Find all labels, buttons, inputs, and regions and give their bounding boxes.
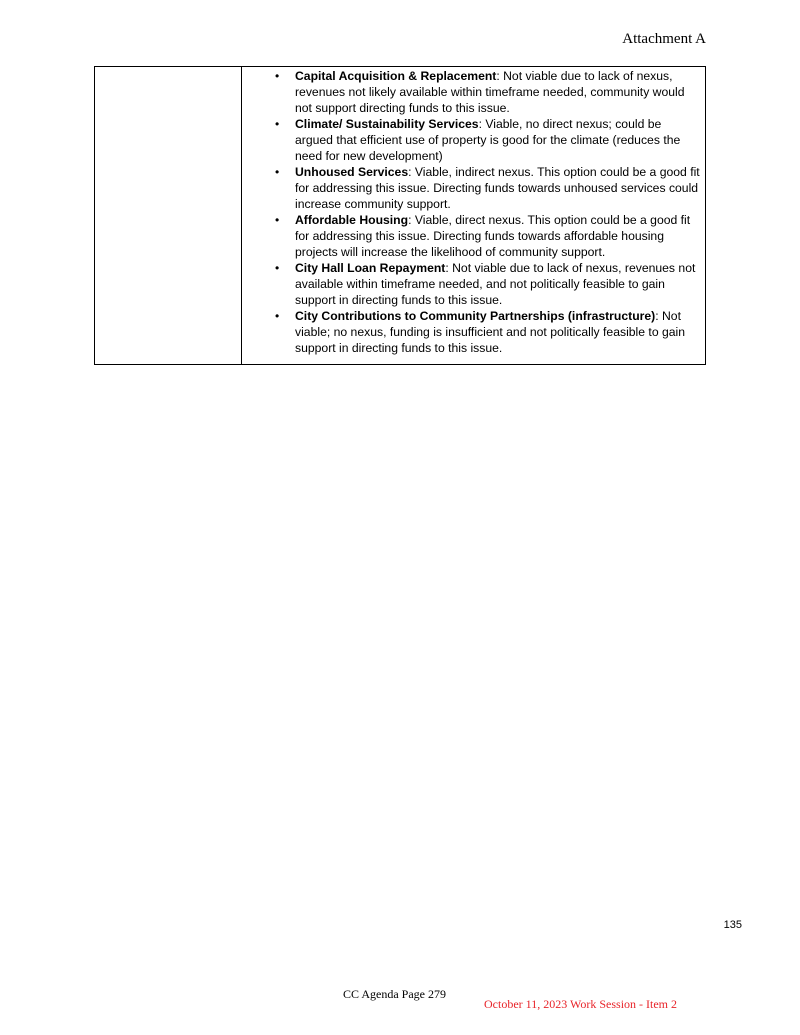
item-text: : Viable, no direct nexus; could be argued that efficient use of property is good for the climate (reduces the need for new development): [295, 117, 681, 163]
bullet-icon: •: [275, 213, 280, 227]
attachment-label: Attachment A: [622, 31, 706, 47]
item-text: : Not viable due to lack of nexus, revenues not likely available within timeframe needed, community would not support directing funds to this issue.: [295, 69, 685, 115]
item-text: : Viable, indirect nexus. This option could be a good fit for addressing this issue. Directing funds towards unhoused services could increase community support.: [295, 165, 700, 211]
bullet-icon: •: [275, 165, 280, 179]
bullet-icon: •: [275, 261, 280, 275]
page-number: 135: [723, 919, 742, 931]
item-title: City Contributions to Community Partnerships (infrastructure): [295, 309, 656, 323]
table-cell-right: [242, 67, 706, 365]
work-session-label: October 11, 2023 Work Session - Item 2: [484, 997, 678, 1011]
agenda-page-label: CC Agenda Page 279: [343, 987, 446, 1001]
options-list: [242, 68, 701, 356]
table-row: [95, 67, 706, 365]
list-item-community-partnerships: [242, 308, 701, 356]
item-title: Unhoused Services: [295, 165, 409, 179]
item-text: : Not viable; no nexus, funding is insufficient and not politically feasible to gain support in directing funds to this issue.: [295, 309, 686, 355]
list-item-unhoused-services: [242, 164, 701, 212]
options-table: [94, 66, 706, 365]
bullet-icon: •: [275, 309, 280, 323]
item-title: Affordable Housing: [295, 213, 409, 227]
list-item-city-hall-loan: [242, 260, 701, 308]
table-cell-left: [95, 67, 242, 365]
item-title: City Hall Loan Repayment: [295, 261, 446, 275]
item-text: : Not viable due to lack of nexus, revenues not available within timeframe needed, and not politically feasible to gain support in directing funds to this issue.: [295, 261, 696, 307]
list-item-climate-sustainability: [242, 116, 701, 164]
item-title: Climate/ Sustainability Services: [295, 117, 479, 131]
item-title: Capital Acquisition & Replacement: [295, 69, 497, 83]
item-text: : Viable, direct nexus. This option could be a good fit for addressing this issue. Directing funds towards affordable housing projects will increase the likelihood of community support.: [295, 213, 691, 259]
bullet-icon: •: [275, 117, 280, 131]
list-item-capital-acquisition: [242, 68, 701, 116]
list-item-affordable-housing: [242, 212, 701, 260]
bullet-icon: •: [275, 69, 280, 83]
